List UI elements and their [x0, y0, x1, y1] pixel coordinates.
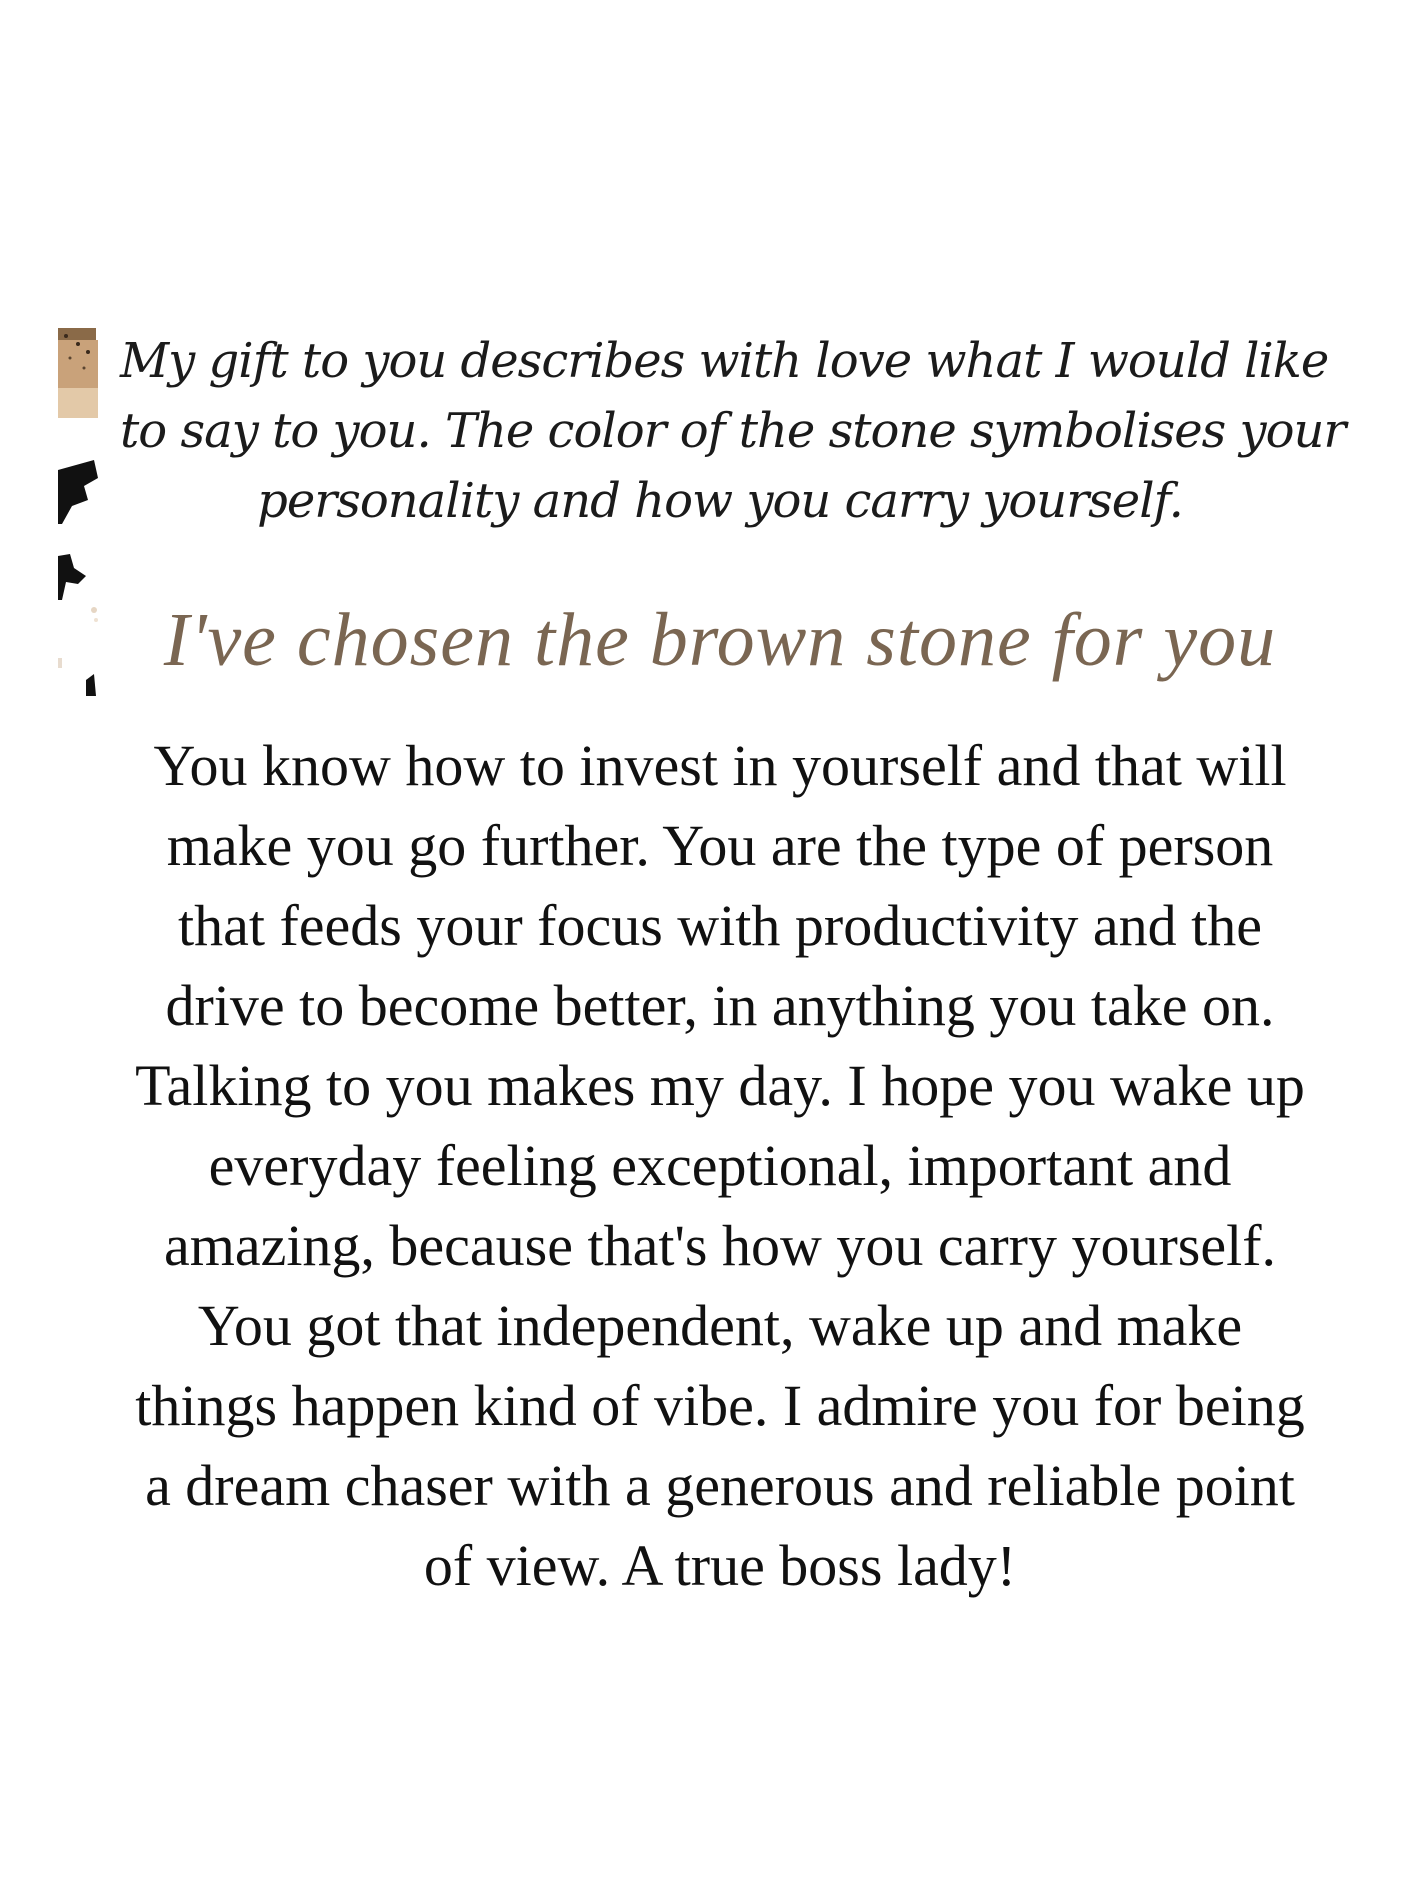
strip-speckle-top: [58, 328, 96, 340]
message-paragraph: [100, 726, 1340, 1606]
message-line: make you go further. You are the type of person: [166, 813, 1274, 878]
strip-dark-piece-2: [58, 554, 86, 600]
strip-dark-mark: [86, 674, 96, 696]
message-line: amazing, because that's how you carry yourself.: [163, 1213, 1277, 1278]
message-line: Talking to you makes my day. I hope you wake up: [135, 1053, 1305, 1118]
message-line: things happen kind of vibe. I admire you for being: [135, 1373, 1305, 1438]
message-line: everyday feeling exceptional, important and: [208, 1133, 1232, 1198]
strip-light-block: [58, 388, 98, 418]
intro-line: My gift to you describes with love what I would like: [120, 333, 1329, 389]
message-line: that feeds your focus with productivity and the: [177, 893, 1263, 958]
intro-paragraph: [120, 326, 1346, 536]
decorative-photo-strip: [56, 328, 106, 698]
stone-heading: I've chosen the brown stone for you: [163, 598, 1277, 682]
intro-line: personality and how you carry yourself.: [257, 473, 1183, 529]
intro-line: to say to you. The color of the stone symbolises your: [120, 403, 1346, 459]
message-line: a dream chaser with a generous and reliable point: [145, 1453, 1295, 1518]
strip-dark-piece: [58, 460, 98, 524]
message-line: You know how to invest in yourself and that will: [153, 733, 1287, 798]
message-line: drive to become better, in anything you take on.: [165, 973, 1275, 1038]
message-line: of view. A true boss lady!: [423, 1533, 1017, 1598]
message-line: You got that independent, wake up and make: [197, 1293, 1243, 1358]
